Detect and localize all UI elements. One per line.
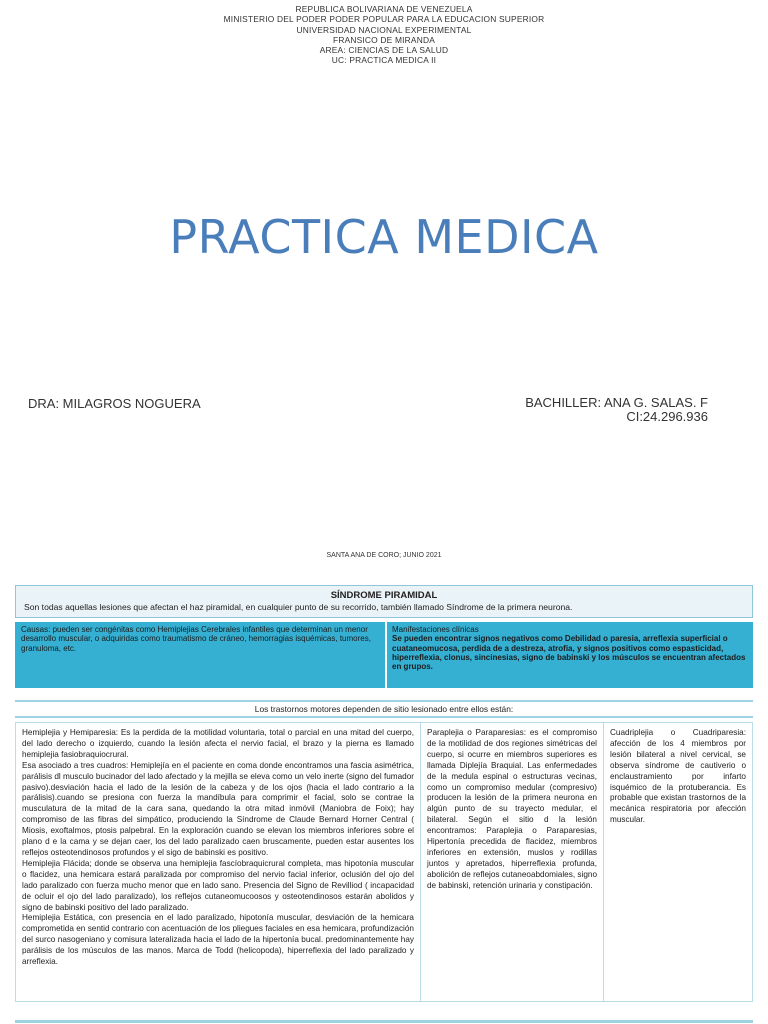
divider (15, 1020, 753, 1023)
place-date: SANTA ANA DE CORO; JUNIO 2021 (326, 552, 442, 559)
paragraph: Hemiplejia Flácida; donde se observa una hemiplejia fascíobraquicrural completa, mas hipotonía muscular o flacidez, una hemicara estará paralizada por compromiso del nervio facial inferior, oclusión del ojo del lado paralizado con fuerza mucho menor que en lado sano. Presencia del Signo de Revilliod ( incapacidad de ocluir el ojo del lado paralizado), los reflejos cutaneomucoosos y osteotendinosos estarán abolidos y signo de babinski positivo del lado paralizado. (22, 858, 414, 912)
hemiplejia-column (16, 723, 421, 1001)
student-name: BACHILLER: ANA G. SALAS. F (525, 395, 708, 410)
professor-name: DRA: MILAGROS NOGUERA (28, 396, 201, 411)
sindrome-title: SÍNDROME PIRAMIDAL (330, 590, 438, 601)
trastornos-intro: Los trastornos motores dependen de sitio lesionado entre ellos están: (254, 704, 514, 714)
header-line: AREA: CIENCIAS DE LA SALUD (319, 45, 449, 56)
paragraph: Hemiplejia y Hemiparesia: Es la perdida de la motilidad voluntaria, total o parcial en una mitad del cuerpo, del lado derecho o izquierdo, cuando la lesión afecta el nervio facial, el brazo y la pierna es llamado hemiplejia fasiobraquiocrural. (22, 728, 414, 759)
institution-header (0, 4, 768, 66)
divider (15, 700, 753, 702)
manifestaciones-text: Se pueden encontrar signos negativos como Debilidad o paresia, arreflexia superficial o cuataneomucosa, perdida de a destreza, atrofia, y signos positivos como espasticidad, hiperreflexia, clonus, sincinesias, signo de babinski y los músculos se encuentran afectados en grupos. (392, 634, 746, 672)
document-title: PRACTICA MEDICA (169, 210, 599, 264)
paragraph: Hemiplejia Estática, con presencia en el lado paralizado, hipotonía muscular, desviación de la hemicara comprometida en sentid contrario con acentuación de los pliegues faciales en esa hemicara, profundización del surco nasogeniano y comisura lateralizada hacia el lado de la hipertonía bucal. predominantemente hay parálisis de los músculos de las manos. Marca de Todd (helicopoda), hiperreflexia del lado paralizado y arreflexia. (22, 913, 414, 967)
manifestaciones-box (387, 622, 753, 688)
student-info (525, 396, 708, 424)
paragraph: Esa asociado a tres cuadros: Hemiplejía en el paciente en coma donde encontramos una fascia asimétrica, parálisis dl musculo bucinador del lado afectado y la mejilla se eleva como un velo inerte (signo del fumador pasivo).desviación hacia el lado de la lesión de la cabeza y de los ojos (hacia el lado contrario a la parálisis).cuando se presiona con fuerza la mandíbula para comprimir el facial, solo se contrae la musculatura de la mitad de la cara sana, quedando la otra mitad inmóvil (Maniobra de Foix); hay compromiso de las fibras del simpático, produciendo la Síndrome de Claude Bernard Horner Central ( Miosis, exoftalmos, ptosis palpebral. En la exploración cuando se elevan los miembros inferiores sobre el plano d e la cama y se dejan caer, los del lado paralizado caen bruscamente, pueden estar ausentes los reflejos osteotendinosos profundos y el sigo de babinski es positivo. (22, 760, 414, 857)
header-line: UC: PRACTICA MEDICA II (331, 55, 437, 66)
student-id: CI:24.296.936 (626, 409, 708, 424)
causas-box: Causas: pueden ser congénitas como Hemiplejias Cerebrales infantiles que determinan un menor desarrollo muscular, o adquiridas como traumatismo de cráneo, hemorragias isquémicas, tumores, granuloma, etc. (15, 622, 385, 688)
cuadriplejia-column (604, 723, 752, 1001)
manifestaciones-label: Manifestaciones clínicas (392, 625, 479, 634)
trastornos-table (15, 722, 753, 1002)
sindrome-box (15, 585, 753, 618)
sindrome-definition: Son todas aquellas lesiones que afectan el haz piramidal, en cualquier punto de su recorrido, también llamado Síndrome de la primera neurona. (24, 602, 573, 612)
header-line: FRANSICO DE MIRANDA (333, 34, 435, 45)
header-line: MINISTERIO DEL PODER PODER POPULAR PARA LA EDUCACION SUPERIOR (223, 14, 545, 25)
paraplejia-column (421, 723, 604, 1001)
paragraph: Cuadriplejia o Cuadriparesia: afección de los 4 miembros por lesión bilateral a nivel cervical, se observa síndrome de cautiverio o enclaustramiento por infarto isquémico de la protuberancia. Es probable que existan trastornos de la mecánica respiratoria por afección muscular. (610, 728, 746, 825)
header-line: UNIVERSIDAD NACIONAL EXPERIMENTAL (296, 24, 472, 35)
divider (15, 716, 753, 718)
header-line: REPUBLICA BOLIVARIANA DE VENEZUELA (295, 4, 473, 14)
paragraph: Paraplejia o Paraparesias: es el compromiso de la motilidad de dos regiones simétricas del cuerpo, si ocurre en miembros superiores es llamada Diplejía Braquial. Las enfermedades de la medula espinal o estructuras vecinas, como un compromiso medular (compresivo) producen la lesión de la primera neurona en algún punto de su trayecto medular, el bilateral. Según el sitio d la lesión encontramos: Paraplejia o Paraparesias, Hipertonía precedida de flacidez, miembros inferiores en extensión, muslos y rodillas juntos y apretados, hiperreflexia profunda, abolición de reflejos cutaneoabdomiales, signo de babinski, retención urinaria y constipación. (427, 728, 597, 890)
